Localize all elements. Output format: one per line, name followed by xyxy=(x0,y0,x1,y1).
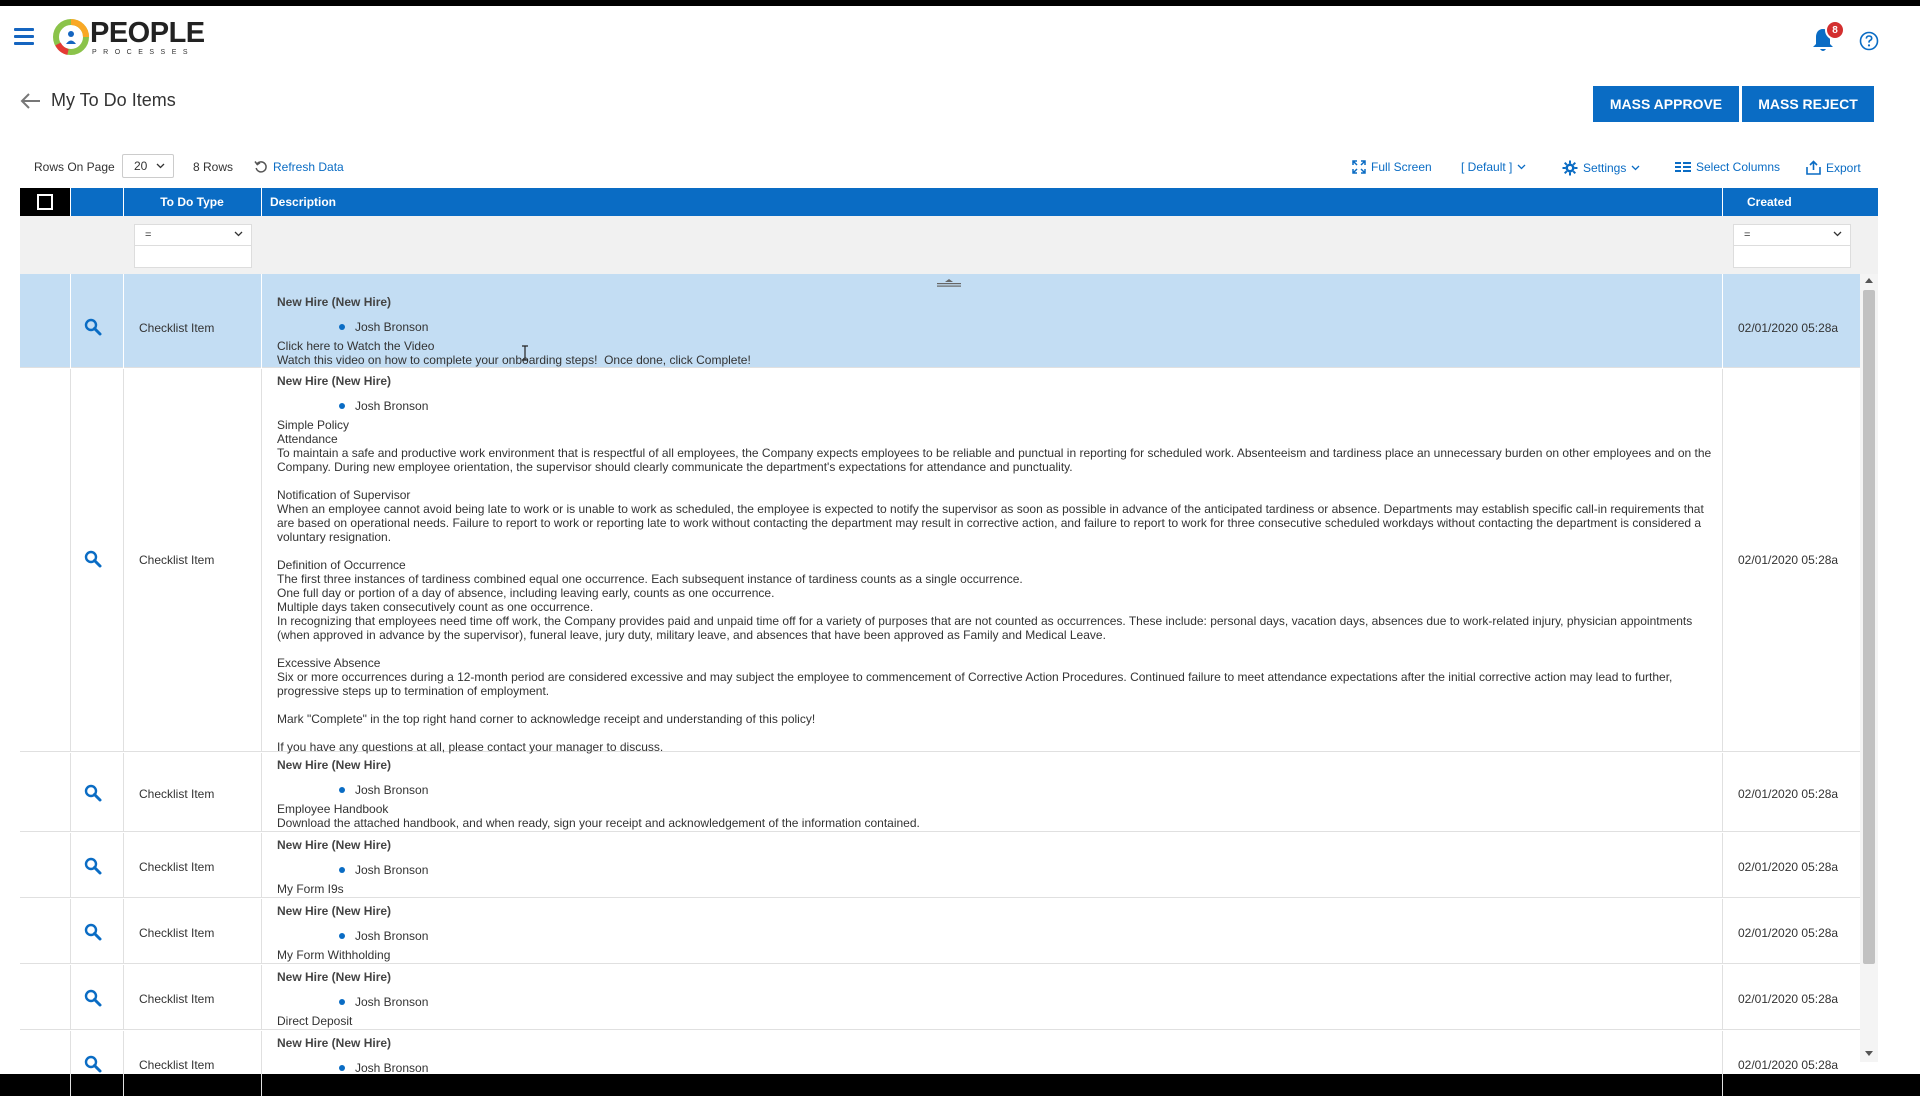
search-icon[interactable] xyxy=(84,318,102,336)
select-all-checkbox[interactable] xyxy=(37,194,53,210)
chevron-down-icon xyxy=(1631,165,1640,171)
page-title: My To Do Items xyxy=(51,90,176,110)
description-line[interactable]: Click here to Watch the Video xyxy=(277,339,435,353)
todo-type: Checklist Item xyxy=(139,926,215,940)
view-select[interactable] xyxy=(1461,160,1526,174)
table-row[interactable] xyxy=(20,369,1860,752)
policy-heading: Excessive Absence xyxy=(277,656,381,670)
type-filter xyxy=(134,224,252,268)
logo[interactable] xyxy=(54,16,205,56)
help-icon[interactable] xyxy=(1859,31,1879,51)
description xyxy=(277,969,1717,1028)
notification-badge[interactable]: 8 xyxy=(1825,20,1845,40)
policy-heading: Definition of Occurrence xyxy=(277,558,406,572)
assignee-name: Josh Bronson xyxy=(355,995,429,1009)
assignee xyxy=(339,929,1717,943)
hire-title: New Hire (New Hire) xyxy=(277,758,392,772)
refresh-data-label: Refresh Data xyxy=(273,160,344,174)
description xyxy=(277,373,1717,754)
policy-text: In recognizing that employees need time off work, the Company provides paid and unpaid time off for a variety of purposes that are not counted as occurrences. These include: personal days, vacation days, absences due to work-related injury, physician appointments (when approved in advance by the supervisor), funeral leave, jury duty, military leave, and absences that have been approved as Family and Medical Leave. xyxy=(277,614,1696,642)
created-date: 02/01/2020 05:28a xyxy=(1738,787,1839,801)
grid-header xyxy=(20,188,1878,216)
export-icon xyxy=(1806,160,1821,175)
menu-icon[interactable] xyxy=(14,28,34,46)
policy-text: When an employee cannot avoid being late to work or is unable to work as scheduled, the employee is expected to notify the supervisor as soon as possible in advance of the anticipated tardiness or absence. Departments may establish specific call-in requirements that are based on operational needs. Failure to report to work or reporting late to work without contacting the department may result in corrective action, and failure to report to work for three consecutive scheduled workdays without contacting the department is considered a voluntary resignation. xyxy=(277,502,1708,544)
app-window xyxy=(0,6,1920,1074)
refresh-icon xyxy=(254,160,268,174)
top-bar xyxy=(0,6,1920,70)
hire-title: New Hire (New Hire) xyxy=(277,374,392,388)
assignee xyxy=(339,995,1717,1009)
assignee-name: Josh Bronson xyxy=(355,783,429,797)
mass-approve-button[interactable]: MASS APPROVE xyxy=(1593,86,1739,122)
description-line: Download the attached handbook, and when ready, sign your receipt and acknowledgement of the information contained. xyxy=(277,816,920,830)
created-date: 02/01/2020 05:28a xyxy=(1738,553,1839,567)
assignee xyxy=(339,399,1717,413)
chevron-down-icon xyxy=(1833,231,1842,237)
created-filter-operator[interactable] xyxy=(1734,225,1850,246)
todo-grid xyxy=(20,188,1878,1075)
description xyxy=(277,903,1717,962)
select-all-cell xyxy=(20,188,70,216)
table-row[interactable] xyxy=(20,753,1860,832)
chevron-down-icon xyxy=(156,163,165,169)
policy-text: Multiple days taken consecutively count as one occurrence. xyxy=(277,600,594,614)
table-row[interactable] xyxy=(20,899,1860,964)
assignee xyxy=(339,1061,1717,1075)
rows-count: 8 Rows xyxy=(193,160,234,174)
mass-reject-button[interactable]: MASS REJECT xyxy=(1742,86,1874,122)
rows-on-page-select[interactable] xyxy=(122,154,174,178)
table-row[interactable] xyxy=(20,833,1860,898)
text-cursor-icon xyxy=(521,345,529,361)
column-header-created[interactable]: Created xyxy=(1747,195,1792,209)
policy-heading: Attendance xyxy=(277,432,338,446)
type-filter-operator-value: = xyxy=(145,229,152,241)
search-icon[interactable] xyxy=(84,857,102,875)
todo-type: Checklist Item xyxy=(139,860,215,874)
policy-text: One full day or portion of a day of absence, including leaving early, counts as one occurrence. xyxy=(277,586,775,600)
hire-title: New Hire (New Hire) xyxy=(277,295,392,309)
todo-type: Checklist Item xyxy=(139,1058,215,1072)
table-row[interactable] xyxy=(20,965,1860,1030)
hire-title: New Hire (New Hire) xyxy=(277,970,392,984)
column-header-type[interactable]: To Do Type xyxy=(160,195,224,209)
policy-text: If you have any questions at all, please contact your manager to discuss. xyxy=(277,740,664,754)
created-date: 02/01/2020 05:28a xyxy=(1738,321,1839,335)
chevron-down-icon xyxy=(1517,164,1526,170)
description-line: Direct Deposit xyxy=(277,1014,353,1028)
assignee-name: Josh Bronson xyxy=(355,320,429,334)
description-line: My Form I9s xyxy=(277,882,344,896)
created-filter xyxy=(1733,224,1851,268)
view-label: [ Default ] xyxy=(1461,160,1513,174)
logo-subtext: PROCESSES xyxy=(92,48,195,56)
gear-icon xyxy=(1562,160,1578,176)
todo-type: Checklist Item xyxy=(139,553,215,567)
assignee xyxy=(339,863,1717,877)
grid-toolbar xyxy=(0,154,1920,182)
chevron-down-icon xyxy=(234,231,243,237)
description xyxy=(277,1035,1717,1080)
vertical-scrollbar[interactable] xyxy=(1860,274,1878,1062)
search-icon[interactable] xyxy=(84,923,102,941)
filter-row xyxy=(20,216,1878,274)
created-filter-operator-value: = xyxy=(1744,229,1751,241)
policy-text: The first three instances of tardiness combined equal one occurrence. Each subsequent instance of tardiness counts as a single occurrence. xyxy=(277,572,1023,586)
search-icon[interactable] xyxy=(84,1055,102,1073)
select-columns-button[interactable] xyxy=(1675,160,1780,174)
description-line: Employee Handbook xyxy=(277,802,389,816)
export-label: Export xyxy=(1826,160,1861,175)
created-date: 02/01/2020 05:28a xyxy=(1738,1058,1839,1072)
search-icon[interactable] xyxy=(84,550,102,568)
created-filter-input[interactable] xyxy=(1734,246,1850,268)
expand-icon xyxy=(1352,160,1366,174)
logo-text: PEOPLE xyxy=(90,16,205,49)
hire-title: New Hire (New Hire) xyxy=(277,838,392,852)
type-filter-operator[interactable] xyxy=(135,225,251,246)
row-resize-handle[interactable] xyxy=(935,279,963,287)
created-date: 02/01/2020 05:28a xyxy=(1738,992,1839,1006)
settings-label: Settings xyxy=(1583,161,1627,175)
scroll-down-arrow-icon[interactable] xyxy=(1865,1051,1873,1056)
description-line: Watch this video on how to complete your onboarding steps! Once done, click Complete! xyxy=(277,353,751,367)
table-row[interactable] xyxy=(20,274,1860,368)
columns-icon xyxy=(1675,161,1691,173)
assignee xyxy=(339,320,1717,334)
assignee-name: Josh Bronson xyxy=(355,863,429,877)
description-line: My Form Withholding xyxy=(277,948,391,962)
todo-type: Checklist Item xyxy=(139,321,215,335)
hire-title: New Hire (New Hire) xyxy=(277,1036,392,1050)
search-icon[interactable] xyxy=(84,989,102,1007)
scroll-up-arrow-icon[interactable] xyxy=(1865,278,1873,283)
assignee-name: Josh Bronson xyxy=(355,929,429,943)
search-icon[interactable] xyxy=(84,784,102,802)
assignee xyxy=(339,783,1717,797)
policy-text: Mark "Complete" in the top right hand corner to acknowledge receipt and understanding of this policy! xyxy=(277,712,816,726)
logo-mark-icon xyxy=(54,20,88,54)
full-screen-button[interactable] xyxy=(1352,160,1432,174)
description xyxy=(277,757,1717,830)
policy-text: To maintain a safe and productive work environment that is respectful of all employees, the Company expects employees to be reliable and punctual in reporting for scheduled work. Absenteeism and tardiness place an unnecessary burden on other employees and on the Company. During new employee orientation, the supervisor should clearly communicate the department's expectations for attendance and punctuality. xyxy=(277,446,1715,474)
todo-type: Checklist Item xyxy=(139,787,215,801)
created-date: 02/01/2020 05:28a xyxy=(1738,926,1839,940)
rows-on-page-value: 20 xyxy=(134,159,148,173)
rows-on-page-label: Rows On Page xyxy=(34,160,115,174)
hire-title: New Hire (New Hire) xyxy=(277,904,392,918)
refresh-data-button[interactable] xyxy=(254,160,344,174)
policy-heading: Notification of Supervisor xyxy=(277,488,411,502)
assignee-name: Josh Bronson xyxy=(355,1061,429,1075)
policy-title: Simple Policy xyxy=(277,418,350,432)
export-button[interactable] xyxy=(1806,160,1861,175)
full-screen-label: Full Screen xyxy=(1371,160,1432,174)
column-header-description[interactable]: Description xyxy=(270,195,337,209)
back-arrow-icon[interactable] xyxy=(20,92,42,110)
table-row[interactable] xyxy=(20,1031,1860,1096)
type-filter-input[interactable] xyxy=(135,246,251,268)
description xyxy=(277,837,1717,896)
policy-text: Six or more occurrences during a 12-month period are considered excessive and may subject the employee to commencement of Corrective Action Procedures. Continued failure to meet attendance expectations after the initial corrective action may lead to further, progressive steps up to termination of employment. xyxy=(277,670,1676,698)
scrollbar-thumb[interactable] xyxy=(1863,290,1875,964)
description xyxy=(277,294,1717,367)
select-columns-label: Select Columns xyxy=(1696,160,1781,174)
todo-type: Checklist Item xyxy=(139,992,215,1006)
created-date: 02/01/2020 05:28a xyxy=(1738,860,1839,874)
assignee-name: Josh Bronson xyxy=(355,399,429,413)
settings-menu[interactable] xyxy=(1562,160,1640,176)
